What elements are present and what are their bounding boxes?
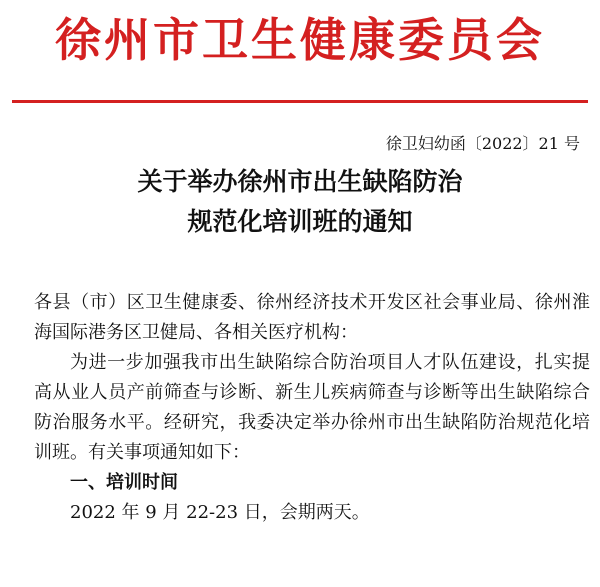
notice-title-line-2: 规范化培训班的通知 (187, 207, 413, 236)
letterhead-org-name: 徐州市卫生健康委员会 (55, 13, 545, 67)
addressee-paragraph: 各县（市）区卫生健康委、徐州经济技术开发区社会事业局、徐州淮海国际港务区卫健局、各相关医疗机构： (34, 292, 590, 343)
notice-title-line-1: 关于举办徐州市出生缺陷防治 (137, 167, 463, 196)
letterhead-red-rule (12, 100, 588, 103)
training-date-text: 2022 年 9 月 22-23 日，会期两天。 (70, 502, 370, 523)
section-heading-training-time: 一、培训时间 (70, 472, 178, 493)
document-number: 徐卫妇幼函〔2022〕21 号 (385, 134, 580, 153)
document-body (34, 288, 590, 528)
intro-paragraph: 为进一步加强我市出生缺陷综合防治项目人才队伍建设，扎实提高从业人员产前筛查与诊断、新生儿疾病筛查与诊断等出生缺陷综合防治服务水平。经研究，我委决定举办徐州市出生缺陷防治规范化培训班。有关事项通知如下： (34, 352, 590, 463)
